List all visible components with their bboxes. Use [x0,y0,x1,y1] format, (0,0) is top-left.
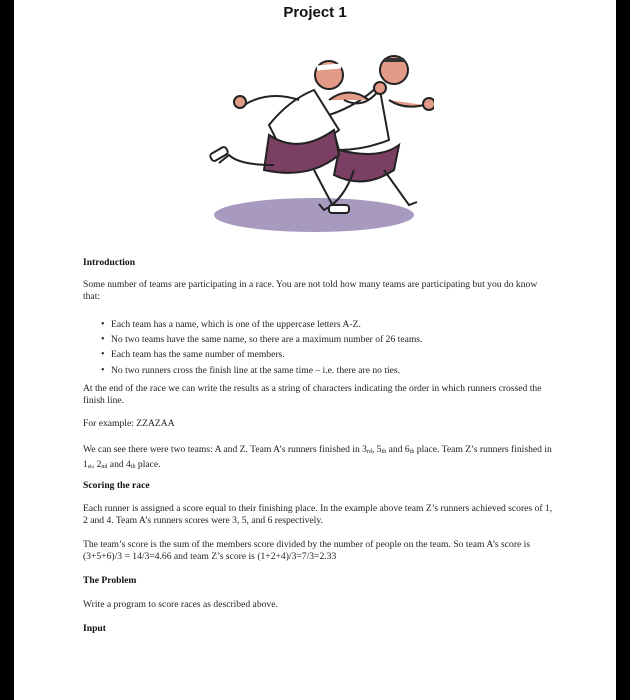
scoring-paragraph-1 [83,503,553,526]
results-paragraph [83,383,553,406]
heading-introduction: Introduction [83,257,136,268]
example-text: For example: ZZAZAA [83,418,175,429]
intro-paragraph [83,279,553,302]
scoring-paragraph-2 [83,539,553,562]
runners-illustration [194,40,434,240]
rules-list [83,317,553,378]
scoring-text-2: The team’s score is the sum of the members score divided by the number of people on the team. So team A’s score is (3+5+6)/3 = 14/3=4.66 and team Z’s score is (1+2+4)/3=7/3=2.33 [83,539,531,562]
scoring-text-1: Each runner is assigned a score equal to their finishing place. In the example above team Z’s runners achieved scores of 1, 2 and 4. Team A’s runners scores were 3, 5, and 6 respectively. [83,503,553,526]
teams-paragraph [83,444,553,473]
document-page [14,0,616,700]
heading-scoring: Scoring the race [83,480,150,491]
heading-input: Input [83,623,106,634]
page-title: Project 1 [283,4,347,21]
list-item: • No two runners cross the finish line at the same time – i.e. there are no ties. [83,363,553,378]
problem-paragraph [83,599,553,611]
problem-text: Write a program to score races as described above. [83,599,278,610]
list-item: • No two teams have the same name, so there are a maximum number of 26 teams. [83,332,553,347]
results-text: At the end of the race we can write the results as a string of characters indicating the order in which runners crossed the finish line. [83,383,542,406]
heading-problem: The Problem [83,575,137,586]
teams-text: We can see there were two teams: A and Z. Team A’s runners finished in $3_{rd}$, $5_{th}$ and $6_{th}$ place. Team Z’s runners finished in $1_{st}$, $2_{nd}$ and $4_{th}$ place. [83,444,552,470]
example-line [83,418,553,430]
intro-text: Some number of teams are participating in a race. You are not told how many teams are participating but you do know that: [83,279,538,302]
list-item: • Each team has the same number of members. [83,347,553,362]
list-item: • Each team has a name, which is one of the uppercase letters A-Z. [83,317,553,332]
